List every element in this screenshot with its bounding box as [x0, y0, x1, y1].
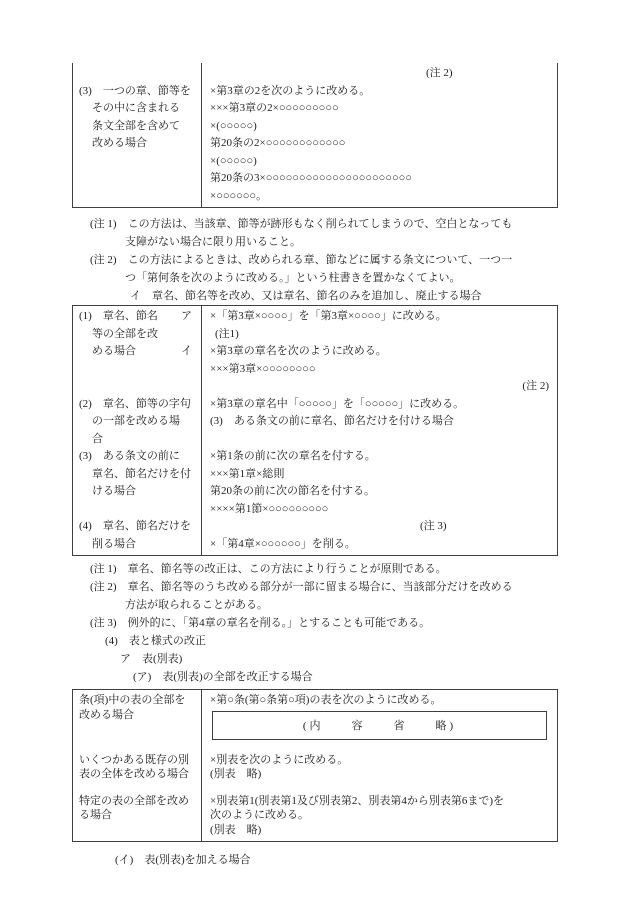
text-line: の一部を改める場: [92, 415, 180, 427]
text-line: る場合: [79, 809, 112, 821]
text-line: ×(○○○○○): [210, 119, 257, 132]
text-line: 第20条の前に次の節名を付する。: [210, 485, 375, 497]
notes-after-table2: [72, 560, 558, 686]
table3-row1-case-cell: [73, 690, 202, 750]
sub-item-label: イ: [181, 345, 192, 357]
table3-row1-example-lines: [210, 693, 549, 708]
text-line: (注1): [215, 327, 239, 340]
table2-example-column: [202, 306, 557, 555]
text-line: ×(○○○○○): [210, 154, 257, 167]
text-line: その中に含まれる: [92, 102, 180, 114]
text-line: ×第3章の章名を次のように改める。: [210, 345, 387, 357]
text-line: (ア) 表(別表)の全部を改正する場合: [133, 671, 313, 683]
text-line: 合: [92, 432, 103, 445]
table1-case-column: [73, 63, 202, 207]
text-line: 第20条の3×○○○○○○○○○○○○○○○○○○○○○○: [210, 172, 412, 184]
text-line: ×××第1章×総則: [210, 467, 285, 480]
table3-row2-example-cell: [202, 750, 557, 791]
text-line: ×○○○○○○。: [210, 189, 268, 202]
text-line: イ める場合: [79, 343, 196, 361]
text-line: つ「第何条を次のように改める。」という柱書きを置かなくてよい。: [125, 272, 461, 284]
text-line: イ 章名、節名等を改め、又は章名、節名のみを追加し、廃止する場合: [130, 290, 482, 302]
text-line: (注 2): [522, 380, 549, 392]
text-line: [79, 65, 196, 83]
text-line: [79, 188, 196, 206]
table3-row1-example-cell: [202, 690, 557, 750]
text-line: ×××第3章の2×○○○○○○○○○: [210, 102, 339, 114]
text-line: 削る場合: [92, 537, 136, 550]
text-line: (3) 一つの章、節等を: [79, 84, 191, 97]
text-line: (注 3) 例外的に、「第4章の章名を削る。」とすることも可能である。: [90, 617, 431, 629]
table3-row2-case-cell: [73, 750, 202, 791]
text-line: ×第1条の前に次の章名を付する。: [210, 450, 376, 462]
text-line: ×第3章の2を次のように改める。: [210, 84, 371, 97]
text-line: 章名、節名だけを付: [92, 467, 191, 480]
text-line: [79, 501, 196, 519]
text-line: [210, 431, 549, 449]
text-line: 支障がない場合に限り用いること。: [125, 236, 301, 248]
table-amend-chapter-section-names: [72, 305, 558, 556]
text-line: 改める場合: [92, 137, 147, 149]
text-line: (注 2) この方法によるときは、改められる章、節などに属する条文について、一つ一: [90, 254, 513, 266]
text-line: (注 3): [420, 520, 447, 532]
text-line: いくつかある既存の別: [79, 753, 189, 766]
text-line: ア 表(別表): [120, 653, 183, 665]
text-line: (4) 表と様式の改正: [105, 635, 206, 647]
text-line: (注 1) この方法は、当該章、節等が跡形もなく削られてしまうので、空白となっても: [90, 218, 513, 230]
text-line: (注 2) 章名、節名等のうち改める部分が一部に留まる場合に、当該部分だけを改める: [90, 581, 513, 593]
table3-row3-example-cell: [202, 791, 557, 842]
content-omitted-box: (内 容 省 略): [212, 711, 547, 740]
text-line: (別表 略): [210, 768, 262, 780]
text-line: ×「第3章×○○○○」を「第3章×○○○○」に改める。: [210, 310, 447, 322]
text-line: (注 2): [426, 67, 453, 79]
table1-example-column: [202, 63, 557, 207]
text-line: 方法が取られることがある。: [125, 599, 268, 611]
text-line: (2) 章名、節等の字句: [79, 397, 191, 410]
text-line: [79, 153, 196, 171]
text-line: (4) 章名、節名だけを: [79, 520, 191, 532]
text-line: ×「第4章×○○○○○○」を削る。: [210, 537, 356, 550]
text-line: 第20条の2×○○○○○○○○○○○○: [210, 137, 346, 149]
text-line: ×別表を次のように改める。: [210, 753, 349, 766]
notes-after-table1: [72, 215, 558, 305]
text-line: [79, 170, 196, 188]
text-line: ×別表第1(別表第1及び別表第2、別表第4から別表第6まで)を: [210, 794, 505, 807]
text-line: 等の全部を改: [92, 327, 158, 340]
text-line: (注 1) 章名、節名等の改正は、この方法により行うことが原則である。: [90, 563, 447, 575]
text-line: [79, 361, 196, 379]
sub-item-label: ア: [181, 310, 192, 322]
text-line: [79, 378, 196, 396]
table2-case-column: [73, 306, 202, 555]
text-line: (別表 略): [210, 823, 262, 836]
text-line: ×第3章の章名中「○○○○○」を「○○○○○」に改める。: [210, 397, 465, 410]
text-line: 次のように改める。: [210, 809, 309, 821]
table-amend-appended-tables: [72, 689, 558, 842]
text-line: ××××第1節×○○○○○○○○○: [210, 502, 329, 515]
text-line: 表の全体を改める場合: [79, 768, 189, 780]
text-line: (3) ある条文の前に: [79, 450, 180, 462]
table3-row3-case-cell: [73, 791, 202, 842]
heading-add-appended-table: (イ) 表(別表)を加える場合: [115, 854, 251, 866]
text-line: ×××第3章×○○○○○○○○: [210, 362, 316, 375]
text-line: ア (1) 章名、節名: [79, 308, 196, 326]
text-line: ×第○条(第○条第○項)の表を次のように改める。: [210, 694, 442, 706]
text-line: 特定の表の全部を改め: [79, 794, 189, 807]
text-line: 条文全部を含めて: [92, 119, 180, 132]
text-line: 条(項)中の表の全部を: [79, 694, 186, 706]
table-amend-whole-chapter: [72, 63, 558, 208]
text-line: (3) ある条文の前に章名、節名だけを付ける場合: [210, 415, 454, 427]
text-line: 改める場合: [79, 708, 134, 721]
text-line: ける場合: [92, 485, 136, 497]
